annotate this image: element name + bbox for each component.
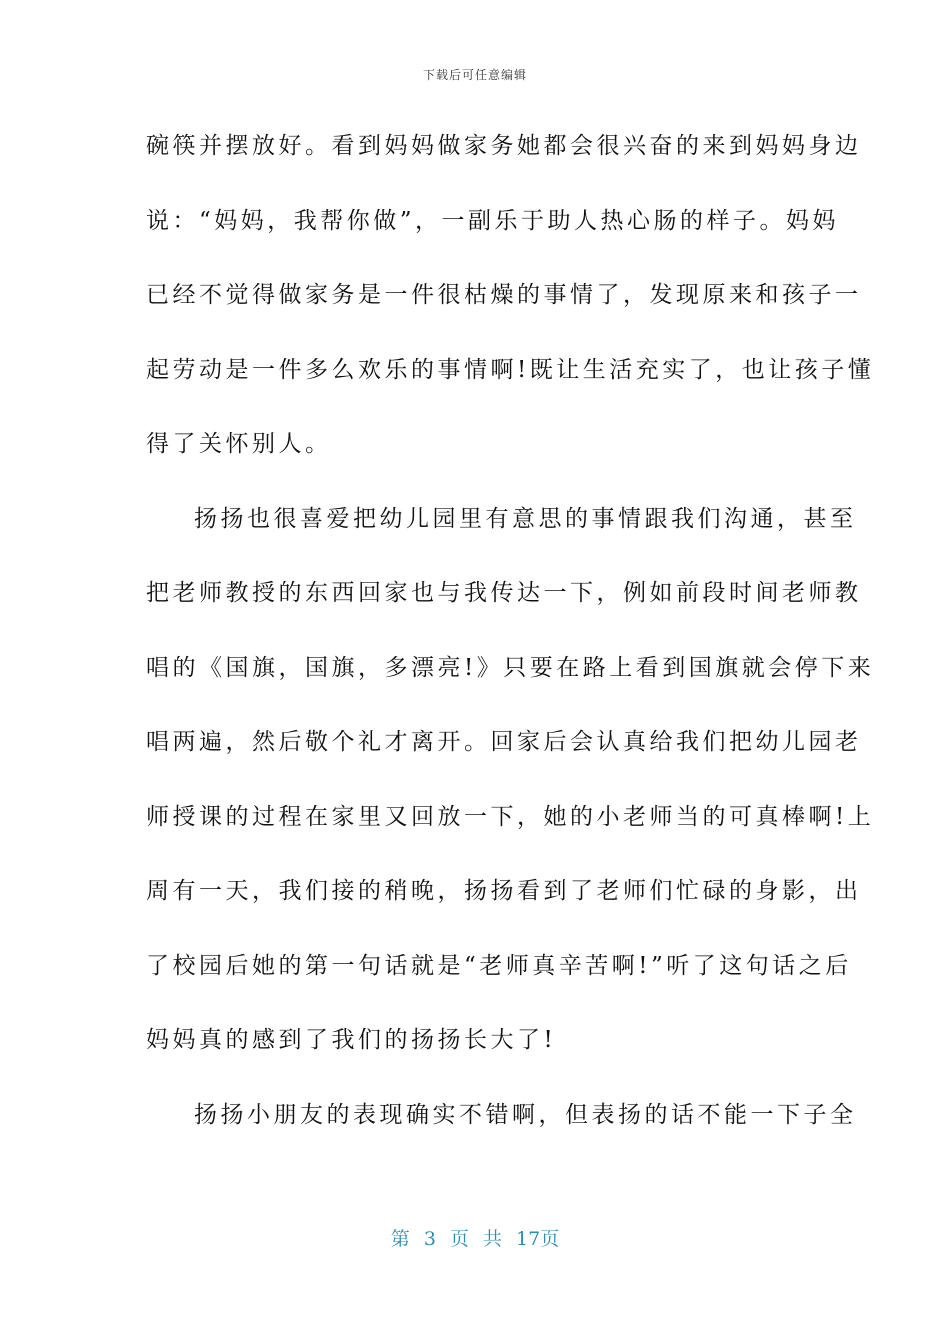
text-line: 妈妈真的感到了我们的扬扬长大了!: [146, 1027, 557, 1053]
page-header: 下载后可任意编辑: [422, 68, 527, 82]
page-number-footer: 第 3 页 共 17页: [390, 1228, 560, 1250]
text-line: 碗筷并摆放好。看到妈妈做家务她都会很兴奋的来到妈妈身边: [146, 133, 862, 159]
text-line: 说：“妈妈，我帮你做”，一副乐于助人热心肠的样子。妈妈: [146, 207, 840, 234]
paragraph-start-line: 扬扬小朋友的表现确实不错啊，但表扬的话不能一下子全: [194, 1101, 857, 1128]
text-line: 周有一天，我们接的稍晚，扬扬看到了老师们忙碌的身影，出: [146, 878, 862, 904]
document-body: [146, 120, 875, 1163]
text-line: 师授课的过程在家里又回放一下，她的小老师当的可真棒啊!上: [146, 803, 875, 830]
text-line: 唱的《国旗，国旗，多漂亮!》只要在路上看到国旗就会停下来: [146, 654, 875, 681]
paragraph-start-line: 扬扬也很喜爱把幼儿园里有意思的事情跟我们沟通，甚至: [194, 505, 857, 532]
text-line: 得了关怀别人。: [146, 431, 332, 457]
text-line: 已经不觉得做家务是一件很枯燥的事情了，发现原来和孩子一: [146, 282, 862, 308]
text-line: 唱两遍，然后敬个礼才离开。回家后会认真给我们把幼儿园老: [146, 729, 862, 755]
text-line: 把老师教授的东西回家也与我传达一下，例如前段时间老师教: [146, 580, 862, 606]
text-line: 了校园后她的第一句话就是“老师真辛苦啊!”听了这句话之后: [146, 952, 852, 979]
text-line: 起劳动是一件多么欢乐的事情啊!既让生活充实了，也让孩子懂: [146, 356, 875, 383]
